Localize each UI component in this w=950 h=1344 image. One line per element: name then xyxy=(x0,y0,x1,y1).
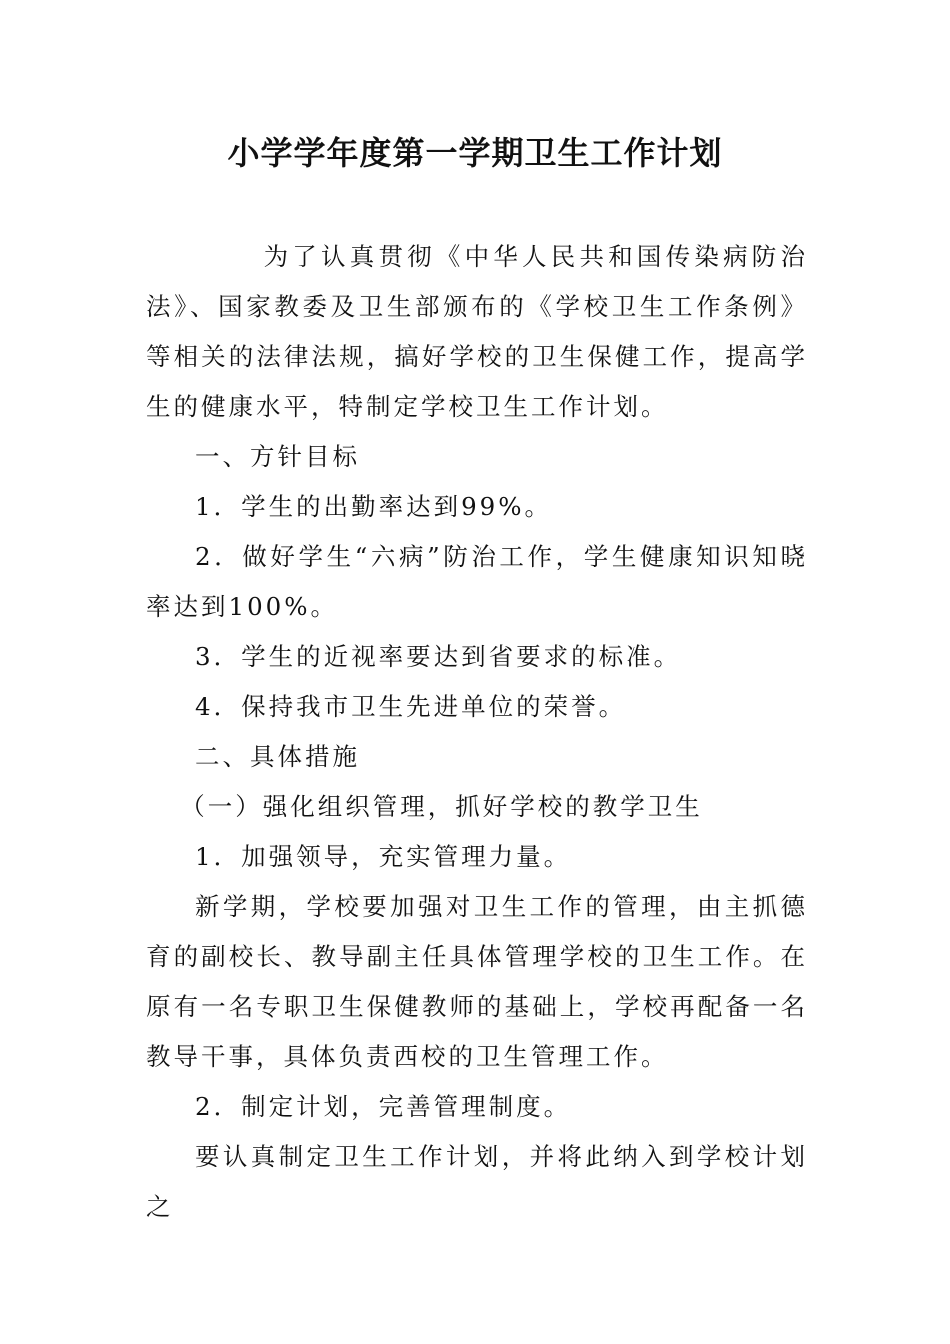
goal-item-2: 2．做好学生“六病”防治工作，学生健康知识知晓率达到100%。 xyxy=(146,542,808,621)
document-body xyxy=(146,232,808,1232)
measure-item-1: 1．加强领导，充实管理力量。 xyxy=(195,842,572,871)
document-title: 小学学年度第一学期卫生工作计划 xyxy=(227,134,723,172)
goal-item-4: 4．保持我市卫生先进单位的荣誉。 xyxy=(195,692,627,721)
goal-item-3: 3．学生的近视率要达到省要求的标准。 xyxy=(195,642,682,671)
measure-1-paragraph: 新学期，学校要加强对卫生工作的管理，由主抓德育的副校长、教导副主任具体管理学校的卫生工作。在原有一名专职卫生保健教师的基础上，学校再配备一名教导干事，具体负责西校的卫生管理工作。 xyxy=(146,892,808,1071)
measure-2-paragraph: 要认真制定卫生工作计划，并将此纳入到学校计划之 xyxy=(146,1142,808,1221)
goal-item-1: 1．学生的出勤率达到99%。 xyxy=(195,492,553,521)
subsection-heading-organization: （一）强化组织管理，抓好学校的教学卫生 xyxy=(180,792,703,821)
intro-paragraph: 为了认真贯彻《中华人民共和国传染病防治法》、国家教委及卫生部颁布的《学校卫生工作条例》等相关的法律法规，搞好学校的卫生保健工作，提高学生的健康水平，特制定学校卫生工作计划。 xyxy=(146,242,808,421)
section-heading-measures: 二、具体措施 xyxy=(195,742,360,771)
section-heading-goals: 一、方针目标 xyxy=(195,442,360,471)
measure-item-2: 2．制定计划，完善管理制度。 xyxy=(195,1092,572,1121)
